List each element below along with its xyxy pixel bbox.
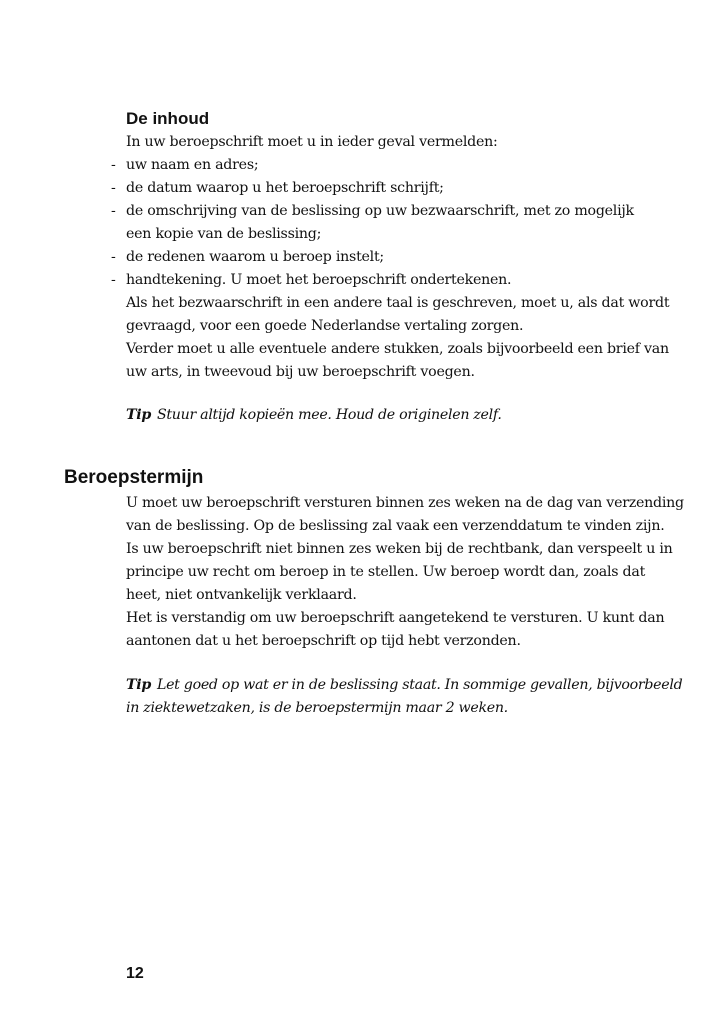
tip-label: Tip [126, 407, 151, 423]
list-item: handtekening. U moet het beroepschrift ondertekenen. [126, 272, 512, 288]
tip-text: Stuur altijd kopieën mee. Houd de originelen zelf. [156, 407, 502, 423]
tip-box [126, 674, 682, 697]
list-item-continuation: een kopie van de beslissing; [126, 226, 322, 242]
intro-text: In uw beroepschrift moet u in ieder geval vermelden: [126, 134, 498, 150]
section-heading-de-inhoud: De inhoud [126, 109, 210, 128]
bullet-marker: - [111, 272, 116, 288]
paragraph-line: aantonen dat u het beroepschrift op tijd hebt verzonden. [126, 633, 521, 649]
paragraph-line: Het is verstandig om uw beroepschrift aangetekend te versturen. U kunt dan [126, 610, 665, 626]
paragraph-line: heet, niet ontvankelijk verklaard. [126, 587, 357, 603]
list-item: de redenen waarom u beroep instelt; [126, 249, 384, 265]
tip-text-continuation: in ziektewetzaken, is de beroepstermijn maar 2 weken. [126, 700, 508, 716]
tip-box [126, 404, 502, 427]
paragraph-line: Verder moet u alle eventuele andere stukken, zoals bijvoorbeeld een brief van [126, 341, 669, 357]
bullet-marker: - [111, 203, 116, 219]
bullet-marker: - [111, 157, 116, 173]
bullet-marker: - [111, 180, 116, 196]
bullet-marker: - [111, 249, 116, 265]
paragraph-line: Als het bezwaarschrift in een andere taal is geschreven, moet u, als dat wordt [126, 295, 670, 311]
tip-label: Tip [126, 677, 151, 693]
tip-text: Let goed op wat er in de beslissing staat. In sommige gevallen, bijvoorbeeld [156, 677, 683, 693]
paragraph-line: gevraagd, voor een goede Nederlandse vertaling zorgen. [126, 318, 524, 334]
page-number: 12 [126, 965, 144, 982]
paragraph-line: uw arts, in tweevoud bij uw beroepschrift voegen. [126, 364, 475, 380]
paragraph-line: U moet uw beroepschrift versturen binnen zes weken na de dag van verzending [126, 495, 684, 511]
list-item: de omschrijving van de beslissing op uw bezwaarschrift, met zo mogelijk [126, 203, 634, 219]
list-item: de datum waarop u het beroepschrift schrijft; [126, 180, 444, 196]
paragraph-line: principe uw recht om beroep in te stellen. Uw beroep wordt dan, zoals dat [126, 564, 646, 580]
paragraph-line: Is uw beroepschrift niet binnen zes weken bij de rechtbank, dan verspeelt u in [126, 541, 673, 557]
section-heading-beroepstermijn: Beroepstermijn [64, 467, 204, 488]
list-item: uw naam en adres; [126, 157, 259, 173]
paragraph-line: van de beslissing. Op de beslissing zal vaak een verzenddatum te vinden zijn. [126, 518, 665, 534]
